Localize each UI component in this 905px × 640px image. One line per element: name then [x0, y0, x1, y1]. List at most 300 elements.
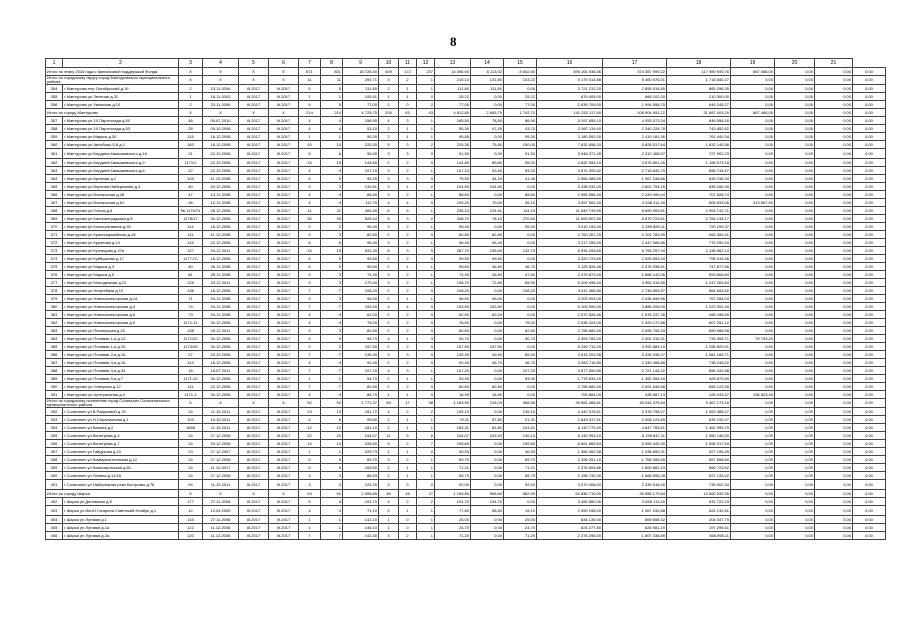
table-cell: 0,00	[471, 375, 504, 383]
table-cell: 1 950 145,00	[667, 432, 731, 440]
table-cell: 85,40	[504, 351, 537, 359]
column-number-cell: 8	[321, 59, 343, 68]
table-cell: 0	[417, 448, 435, 456]
table-cell: 1 967 240,68	[603, 506, 667, 516]
table-cell: 2 721 144,22	[603, 367, 667, 375]
table-cell: 1	[417, 464, 435, 472]
table-cell: 9	[299, 335, 321, 343]
table-cell: 0,00	[853, 480, 886, 490]
table-cell: 294,71	[343, 76, 379, 85]
table-cell: г Мантурово ул Полевая 1-я д.12	[63, 335, 179, 343]
table-cell: 2	[379, 375, 399, 383]
table-cell: 655 122,00	[667, 383, 731, 391]
table-cell: 5	[299, 85, 321, 93]
table-cell: 24,70	[504, 524, 537, 532]
table-cell: 244,07	[435, 432, 471, 440]
table-cell: 05.07.2010	[203, 117, 239, 125]
table-cell: 1	[417, 375, 435, 383]
table-cell: 5	[321, 85, 343, 93]
table-cell: 1 183,90	[435, 399, 471, 408]
table-cell: 0,00	[731, 524, 775, 532]
table-cell: 124,25	[343, 480, 379, 490]
table-cell: г Мантурово ул Новохолмогорская д.14	[63, 295, 179, 303]
table-cell: 0,00	[815, 239, 853, 247]
table-cell: 2 525 693,44	[603, 255, 667, 263]
summary-row	[46, 399, 886, 408]
table-cell: III.2017	[239, 125, 269, 133]
table-cell: III.2017	[269, 359, 299, 367]
table-cell: 645 245,27	[667, 101, 731, 109]
table-cell: 28.11.2008	[203, 271, 239, 279]
table-cell: 0,00	[504, 85, 537, 93]
table-cell: 18.12.2008	[203, 255, 239, 263]
table-cell: III.2017	[239, 175, 269, 183]
table-cell: 136 823,40	[731, 391, 775, 399]
table-cell: 16	[179, 367, 203, 375]
table-cell: 4	[379, 303, 399, 311]
table-cell: № 1175/74	[179, 207, 203, 215]
table-cell: 3 675 801,06	[603, 159, 667, 167]
table-cell: 968,58	[504, 399, 537, 408]
table-cell: 158,90	[343, 117, 379, 125]
table-cell: 3	[299, 295, 321, 303]
table-cell: 0,00	[775, 191, 815, 199]
table-cell: 1	[417, 367, 435, 375]
table-cell: 11.12.2017	[203, 464, 239, 472]
table-cell: 386	[46, 351, 63, 359]
table-cell: 0,00	[775, 141, 815, 149]
table-cell: 4	[379, 498, 399, 506]
table-cell: X	[203, 490, 239, 498]
table-cell: 95,85	[435, 133, 471, 141]
table-cell: 2 479 873,40	[537, 271, 603, 279]
table-cell: 24	[179, 432, 203, 440]
table-cell: 7	[299, 383, 321, 391]
table-cell: 371	[46, 231, 63, 239]
table-cell: 92	[299, 399, 321, 408]
table-cell: 379	[46, 295, 63, 303]
table-row	[46, 432, 886, 440]
table-cell: 3	[379, 271, 399, 279]
table-cell: 0,00	[731, 101, 775, 109]
table-cell: 795 019,36	[667, 255, 731, 263]
table-cell: 22	[321, 432, 343, 440]
table-cell: 2	[379, 231, 399, 239]
table-cell: 82,60	[435, 383, 471, 391]
table-cell: 0,00	[731, 440, 775, 448]
table-cell: 1 156 973,18	[667, 159, 731, 167]
table-cell: 7 632 658,20	[537, 141, 603, 149]
table-cell: 5	[299, 255, 321, 263]
table-cell: 2 008 124,65	[603, 416, 667, 424]
table-cell: 1	[299, 516, 321, 524]
table-cell: 6	[321, 416, 343, 424]
table-cell: 3	[379, 149, 399, 159]
table-cell: 197 296,61	[667, 524, 731, 532]
table-cell: 367	[46, 199, 63, 207]
table-cell: 15	[299, 159, 321, 167]
column-number-cell: 3	[179, 59, 203, 68]
table-cell: 390	[46, 383, 63, 391]
table-cell: 0	[417, 480, 435, 490]
table-cell: 11	[299, 207, 321, 215]
table-cell: 1 718 840,27	[667, 76, 731, 85]
table-row	[46, 319, 886, 327]
table-cell: г Мантурово ул Северная д.12	[63, 383, 179, 391]
table-cell: 99,50	[471, 255, 504, 263]
table-cell: 2 072 926,46	[537, 311, 603, 319]
table-cell: г Солигалич ул Ленина д.11/18	[63, 472, 179, 480]
table-cell: 6 113,02	[471, 68, 504, 76]
table-cell: 0,00	[853, 359, 886, 367]
table-cell: 4 725,75	[343, 109, 379, 117]
table-cell: 2	[399, 327, 417, 335]
table-cell: 12 660 532,56	[667, 490, 731, 498]
table-cell: 21,31	[504, 416, 537, 424]
table-cell: 3 048 371,45	[537, 149, 603, 159]
table-cell: 0,00	[815, 68, 853, 76]
housing-registry-table	[45, 58, 886, 540]
table-cell: 0	[417, 231, 435, 239]
table-cell: 5 828 517,64	[603, 141, 667, 149]
table-cell: 0,00	[815, 85, 853, 93]
table-cell: 11.10.2011	[203, 424, 239, 432]
table-cell: 0,00	[731, 464, 775, 472]
table-cell: 0,00	[775, 424, 815, 432]
table-cell: 0,00	[853, 117, 886, 125]
table-cell: 3	[321, 472, 343, 480]
table-row	[46, 271, 886, 279]
table-cell: 0,00	[815, 199, 853, 207]
table-cell: 108 904 991,22	[603, 109, 667, 117]
table-cell: 0,00	[853, 448, 886, 456]
table-cell: 0,00	[853, 287, 886, 295]
table-cell: 4 515 202,08	[537, 351, 603, 359]
table-cell: 11	[299, 76, 321, 85]
table-cell: 0,00	[853, 432, 886, 440]
table-cell: 3 962 415,95	[603, 279, 667, 287]
table-cell: 357	[46, 117, 63, 125]
table-cell: 1	[399, 391, 417, 399]
table-cell: 115	[179, 133, 203, 141]
table-row	[46, 223, 886, 231]
table-cell: 0,00	[504, 498, 537, 506]
table-cell: 5	[299, 263, 321, 271]
table-cell: 2 249 099,44	[603, 191, 667, 199]
table-cell: 71,21	[435, 464, 471, 472]
table-cell: 0,00	[775, 117, 815, 125]
table-cell: 181,10	[343, 424, 379, 432]
table-cell: г Мантурово ул Бердина Камышевского д.6	[63, 167, 179, 175]
table-cell: 0	[417, 149, 435, 159]
table-cell: 0,00	[775, 93, 815, 101]
table-cell: III.2017	[269, 456, 299, 464]
table-cell: 24	[179, 408, 203, 416]
table-cell: 3	[399, 175, 417, 183]
table-cell: 0,00	[731, 399, 775, 408]
table-cell: 0,00	[815, 101, 853, 109]
table-cell: г Мантурово ул Полевая 4-я д.34	[63, 367, 179, 375]
table-cell: 0,00	[731, 343, 775, 351]
summary-label-cell: Итого по городу Шарья	[46, 490, 179, 498]
table-cell: 2	[379, 343, 399, 351]
table-cell: 0,00	[853, 207, 886, 215]
table-cell: 214	[299, 109, 321, 117]
table-cell: 0,00	[815, 498, 853, 506]
table-cell: 91,50	[435, 149, 471, 159]
table-cell: III.2017	[239, 271, 269, 279]
table-cell: 327 196,45	[667, 448, 731, 456]
table-cell: 2	[399, 239, 417, 247]
table-cell: 0,00	[504, 311, 537, 319]
table-cell: 5	[417, 247, 435, 255]
table-cell: 55	[379, 399, 399, 408]
table-cell: 375	[46, 263, 63, 271]
table-cell: 0,00	[853, 175, 886, 183]
table-row	[46, 351, 886, 359]
table-row	[46, 532, 886, 540]
table-cell: 607 251,12	[667, 319, 731, 327]
table-cell: 0,00	[775, 133, 815, 141]
table-cell: 0,00	[471, 367, 504, 375]
table-cell: 0,00	[815, 311, 853, 319]
table-cell: 5 249 710,20	[537, 343, 603, 351]
table-cell: 2	[399, 359, 417, 367]
table-cell: 69,70	[435, 456, 471, 464]
table-cell: 48	[379, 490, 399, 498]
table-cell: III.2017	[269, 335, 299, 343]
table-cell: 2	[399, 343, 417, 351]
table-cell: 11 653 607,80	[537, 215, 603, 223]
table-cell: 527 133,02	[667, 472, 731, 480]
table-cell: 0	[417, 327, 435, 335]
table-cell: г Мантурово ул Новохолмогорская д.9	[63, 319, 179, 327]
table-cell: 2 091 648,58	[603, 383, 667, 391]
table-cell: 151,72	[343, 408, 379, 416]
table-cell: 144,80	[343, 159, 379, 167]
table-cell: 4	[399, 303, 417, 311]
table-cell: 374	[46, 255, 63, 263]
table-cell: 0,00	[815, 524, 853, 532]
table-cell: 91,50	[504, 149, 537, 159]
table-cell: 5	[299, 456, 321, 464]
column-number-cell: 6	[269, 59, 299, 68]
table-cell: 1	[399, 448, 417, 456]
table-cell: III.2017	[269, 375, 299, 383]
table-row	[46, 175, 886, 183]
table-cell: 3 438 932,00	[537, 183, 603, 191]
table-cell: 95,25	[343, 175, 379, 183]
table-cell: III.2017	[269, 416, 299, 424]
table-cell: 74,30	[435, 271, 471, 279]
table-cell: 4	[399, 199, 417, 207]
table-cell: 0,00	[731, 223, 775, 231]
table-cell: 104,70	[471, 498, 504, 506]
table-row	[46, 191, 886, 199]
table-cell: 99,50	[435, 255, 471, 263]
table-cell: 111	[179, 231, 203, 239]
table-cell: 4	[321, 391, 343, 399]
table-cell: 24.11.2008	[203, 295, 239, 303]
table-cell: 593 669,84	[667, 271, 731, 279]
table-cell: X	[239, 68, 269, 76]
table-cell: III.2017	[239, 159, 269, 167]
table-cell: III.2017	[239, 319, 269, 327]
table-cell: г Мантурово ул Красноармейская д.28	[63, 231, 179, 239]
table-cell: 0,00	[731, 490, 775, 498]
table-cell: 215,13	[435, 76, 471, 85]
table-cell: 7	[299, 287, 321, 295]
table-cell: 4	[321, 191, 343, 199]
table-cell: 1	[299, 375, 321, 383]
table-cell: 53,30	[504, 375, 537, 383]
table-cell: 16	[399, 490, 417, 498]
table-cell: 1	[417, 191, 435, 199]
table-cell: 0,00	[815, 109, 853, 117]
table-cell: 377	[46, 279, 63, 287]
table-cell: 1	[399, 506, 417, 516]
table-cell: 92,00	[504, 480, 537, 490]
table-cell: 199,60	[504, 440, 537, 448]
table-cell: 438 987,13	[603, 391, 667, 399]
table-cell: 11.10.2011	[203, 408, 239, 416]
table-cell: 0	[417, 319, 435, 327]
table-cell: 1 063 488,47	[667, 408, 731, 416]
table-cell: г Мантурово ул Бревная д.2	[63, 175, 179, 183]
table-cell: 46,50	[471, 263, 504, 271]
table-cell: 11.10.2008	[203, 175, 239, 183]
table-cell: 45,70	[471, 359, 504, 367]
table-cell: 71	[179, 295, 203, 303]
table-row	[46, 448, 886, 456]
table-cell: 24.11.2008	[203, 303, 239, 311]
table-cell: 0,00	[853, 159, 886, 167]
table-cell: 96	[179, 199, 203, 207]
table-cell: 95,40	[343, 223, 379, 231]
table-cell: 39 561 466,61	[537, 399, 603, 408]
table-cell: 369	[46, 215, 63, 223]
table-row	[46, 416, 886, 424]
table-cell: 2	[299, 343, 321, 351]
table-cell: 566 723,62	[667, 464, 731, 472]
table-cell: 0,00	[731, 76, 775, 85]
table-cell: 1	[399, 335, 417, 343]
table-cell: 0,00	[731, 159, 775, 167]
table-cell: III.2017	[239, 416, 269, 424]
table-cell: 177	[179, 498, 203, 506]
table-cell: 363	[46, 167, 63, 175]
table-row	[46, 327, 886, 335]
table-cell: 382	[46, 319, 63, 327]
table-cell: 170,40	[343, 279, 379, 287]
table-cell: 1	[417, 416, 435, 424]
table-cell: 4	[321, 167, 343, 175]
table-cell: III.2017	[239, 440, 269, 448]
table-cell: 871	[299, 68, 321, 76]
table-cell: 831 722,23	[667, 498, 731, 506]
table-row	[46, 343, 886, 351]
table-cell: 0	[399, 524, 417, 532]
table-cell: 11	[321, 207, 343, 215]
table-cell: 626 981,19	[603, 524, 667, 532]
table-cell: 236,10	[435, 207, 471, 215]
table-cell: 172	[399, 68, 417, 76]
column-number-cell: 17	[603, 59, 667, 68]
table-cell: 62,00	[435, 311, 471, 319]
table-cell: 3	[321, 231, 343, 239]
table-cell: г Мантурово ул Гоголя д.8	[63, 207, 179, 215]
table-cell: 10	[321, 141, 343, 149]
table-cell: 76,00	[435, 319, 471, 327]
table-cell: 94	[179, 480, 203, 490]
table-cell: 107,10	[435, 167, 471, 175]
summary-label-cell: Итого по городу Мантурово	[46, 109, 179, 117]
table-cell: 5	[321, 263, 343, 271]
table-cell: 525,44	[343, 215, 379, 223]
table-cell: III.2017	[239, 133, 269, 141]
table-cell: 54,70	[343, 375, 379, 383]
table-cell: 385	[46, 343, 63, 351]
table-cell: 88,60	[435, 191, 471, 199]
table-cell: 3	[379, 239, 399, 247]
table-cell: 6	[321, 239, 343, 247]
table-cell: 25,00	[504, 516, 537, 524]
table-cell: III.2017	[269, 343, 299, 351]
table-cell: 0,00	[775, 311, 815, 319]
table-cell: III.2017	[239, 199, 269, 207]
table-cell: 0,00	[775, 367, 815, 375]
table-cell: 879 405,00	[537, 93, 603, 101]
table-cell: 2	[399, 271, 417, 279]
table-cell: X	[239, 109, 269, 117]
table-cell: 6	[379, 207, 399, 215]
table-cell: III.2017	[239, 464, 269, 472]
table-cell: 4	[299, 167, 321, 175]
table-cell: 0	[417, 359, 435, 367]
table-cell: X	[203, 76, 239, 85]
table-cell: 0,00	[471, 335, 504, 343]
table-cell: III.2017	[239, 311, 269, 319]
table-cell: г Солигалич ул Гайдукова д.10	[63, 448, 179, 456]
table-cell: 0,00	[815, 391, 853, 399]
table-cell: 79 793,20	[731, 335, 775, 343]
table-cell: 2	[379, 101, 399, 109]
table-cell: 30.12.2008	[203, 391, 239, 399]
table-cell: 4 832 555,19	[537, 159, 603, 167]
table-cell: 3	[321, 183, 343, 191]
table-row	[46, 303, 886, 311]
table-cell: 53,10	[343, 125, 379, 133]
table-cell: 0,00	[775, 109, 815, 117]
table-cell: 354	[46, 85, 63, 93]
table-cell: 2 340 226,78	[603, 125, 667, 133]
table-cell: III.2017	[269, 480, 299, 490]
table-cell: 4	[321, 125, 343, 133]
table-cell: III.2017	[269, 532, 299, 540]
table-cell: 229,73	[343, 448, 379, 456]
table-cell: 2 548 411,40	[603, 199, 667, 207]
table-cell: 1178/17	[179, 215, 203, 223]
table-cell: 368	[46, 207, 63, 215]
table-cell: 22.12.2008	[203, 383, 239, 391]
table-cell: 24	[179, 456, 203, 464]
table-cell: 1	[417, 263, 435, 271]
table-cell: III.2017	[239, 498, 269, 506]
table-cell: 60	[179, 263, 203, 271]
table-cell: 3 721 212,20	[537, 85, 603, 93]
table-cell: III.2017	[269, 93, 299, 101]
table-cell: 0,00	[731, 303, 775, 311]
